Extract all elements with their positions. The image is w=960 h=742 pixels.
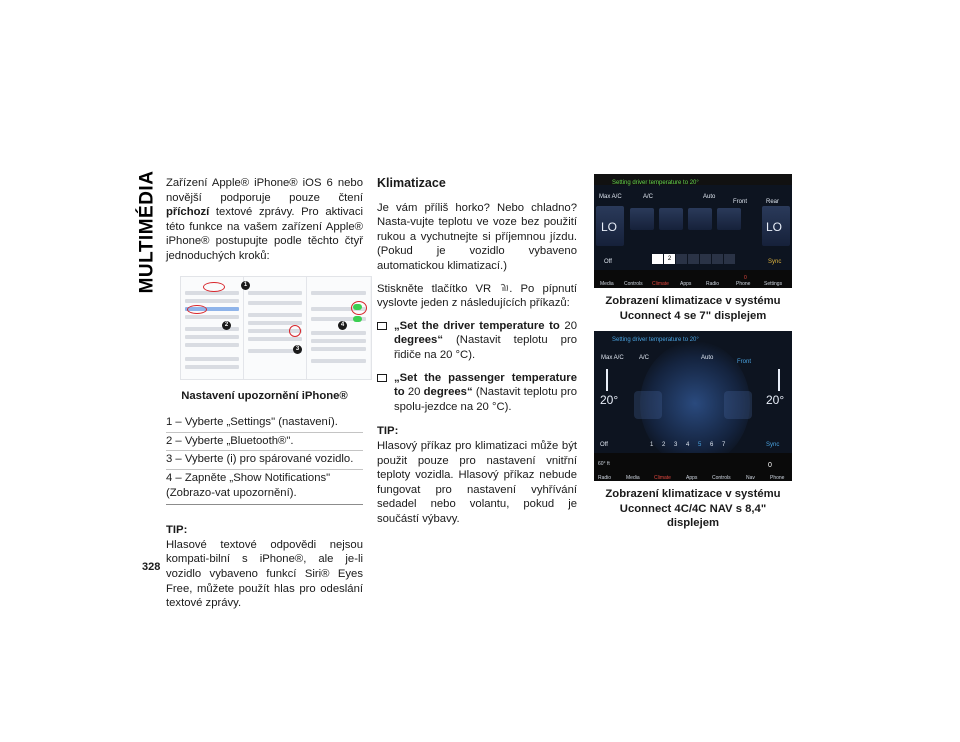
step-item: 2 – Vyberte „Bluetooth®". [166, 432, 363, 451]
tip-text: Hlasové textové odpovědi nejsou kompati-bilní s iPhone®, ale je-li vozidlo vybaveno funkcí Siri® Eyes Free, můžete použít hlas pro odeslání textové zprávy. [166, 538, 363, 610]
ac-button: A/C [639, 355, 650, 362]
fan-level: 7 [722, 442, 726, 449]
nav-settings: Settings [764, 281, 783, 287]
passenger-temp-value: 20° [766, 393, 785, 408]
command-bold: „Set the driver temperature to [394, 319, 565, 332]
fan-level: 4 [686, 442, 690, 449]
airflow-mode-icon [717, 208, 741, 230]
fan-off-label: Off [600, 442, 608, 449]
fan-off-label: Off [604, 259, 612, 265]
phone-screen-settings [181, 277, 244, 379]
figure-caption: Nastavení upozornění iPhone® [181, 389, 348, 402]
step-item: 3 – Vyberte (i) pro spárované vozidlo. [166, 450, 363, 469]
command-number: 20 [564, 319, 577, 332]
rear-defrost-button: Rear [766, 199, 780, 205]
command-bullet [377, 371, 577, 415]
toggle-icon [353, 304, 362, 310]
command-bold: degrees“ [394, 334, 443, 347]
steps-list [166, 414, 363, 505]
step-badge-4: 4 [338, 321, 347, 330]
command-number: 20 [407, 386, 421, 399]
driver-temp-bar [606, 369, 608, 391]
fan-level: 6 [710, 442, 714, 449]
auto-button: Auto [701, 355, 714, 362]
intro-text-part: textové zprávy. Pro aktivaci této funkce na vašem zařízení Apple® iPhone® postupujte podle těchto čtyř jednoduchých kroků: [166, 206, 363, 262]
nav-climate: Climate [652, 281, 669, 287]
fan-level: 2 [662, 442, 666, 449]
phone-signal-level: 0 [744, 275, 747, 281]
section-title: Klimatizace [377, 176, 446, 190]
bullet-checkbox-icon [377, 322, 387, 330]
nav-climate: Climate [654, 475, 671, 482]
screen1-caption: Zobrazení klimatizace v systému Uconnect 4 se 7" displejem [605, 295, 781, 322]
airflow-mode-icon [688, 208, 712, 230]
tip-text: Hlasový příkaz pro klimatizaci může být použit pouze pro nastavení vnitřní teploty vozidla. Hlasový příkaz nebude fungovat pro nastavení vyhřívání sedadel nebo volantu, pokud je součástí výbavy. [377, 439, 577, 525]
section-side-tab-label: MULTIMÉDIA [136, 170, 158, 294]
column-right [594, 174, 792, 531]
max-ac-button: Max A/C [601, 355, 624, 362]
fan-level-cell-active: 2 [664, 254, 675, 264]
nav-radio: Radio [598, 475, 612, 482]
command-translation: (Nastavit teplotu pro spolu-jezdce na 20 °C). [394, 386, 578, 413]
uconnect-84-climate-screen [594, 331, 792, 481]
fan-level: 1 [650, 442, 654, 449]
command-bold: „Set the passenger temperature to [394, 371, 577, 399]
nav-media: Media [626, 475, 640, 482]
fan-level-cell [724, 254, 735, 264]
airflow-mode-icon [659, 208, 683, 230]
step-item: 4 – Zapněte „Show Notifications" (Zobrazo-vat upozornění). [166, 469, 363, 502]
passenger-temp-bar [778, 369, 780, 391]
uconnect-7-climate-screen [594, 174, 792, 288]
airflow-mode-icon [724, 391, 752, 419]
driver-temp-value: 20° [600, 393, 619, 408]
step-item: 1 – Vyberte „Settings" (nastavení). [166, 416, 338, 429]
tip-label: TIP: [166, 524, 188, 537]
step-badge-3: 3 [293, 345, 302, 354]
nav-apps: Apps [686, 475, 698, 482]
bottom-nav-bar [594, 453, 792, 481]
front-defrost-button: Front [737, 359, 752, 366]
bottom-nav-bar [594, 270, 792, 288]
vr-instruction [377, 282, 577, 311]
fan-level-cell [700, 254, 711, 264]
column-middle [377, 176, 577, 526]
voice-recognition-icon [499, 283, 509, 293]
page-number: 328 [142, 561, 161, 573]
nav-phone: Phone [770, 475, 785, 482]
sync-label: Sync [766, 442, 780, 449]
toggle-icon [353, 316, 362, 322]
step-badge-2: 2 [222, 321, 231, 330]
nav-controls: Controls [712, 475, 731, 482]
fan-level: 3 [674, 442, 678, 449]
highlight-ring-info [289, 325, 301, 337]
intro-text-part: Zařízení Apple® iPhone® iOS 6 nebo novější podporuje pouze čtení [166, 177, 363, 204]
section-side-tab [136, 172, 158, 292]
nav-radio: Radio [706, 281, 720, 287]
outside-temp: 60° ft [598, 461, 610, 468]
fan-level-cell [712, 254, 723, 264]
nav-media: Media [600, 281, 614, 287]
intro-bold-word: příchozí [166, 206, 210, 219]
ac-button: A/C [643, 194, 654, 200]
driver-temp-value: LO [601, 220, 618, 234]
passenger-temp-value: LO [766, 220, 783, 234]
command-bold: degrees“ [423, 386, 473, 399]
column-left [166, 176, 363, 611]
fan-level-cell [652, 254, 663, 264]
airflow-mode-icon [630, 208, 654, 230]
screen2-caption: Zobrazení klimatizace v systému Uconnect 4C/4C NAV s 8,4" displejem [605, 488, 781, 530]
iphone-settings-figure [180, 276, 372, 380]
fan-level-cell [676, 254, 687, 264]
nav-apps: Apps [680, 281, 692, 287]
fan-level-cell [688, 254, 699, 264]
step-badge-1: 1 [241, 281, 250, 290]
vr-status-text: Setting driver temperature to 20° [612, 337, 699, 344]
tip-label: TIP: [377, 425, 399, 438]
max-ac-button: Max A/C [599, 194, 622, 200]
command-translation: (Nastavit teplotu pro řidiče na 20 °C). [394, 334, 577, 361]
nav-nav: Nav [746, 475, 755, 482]
auto-button: Auto [703, 194, 716, 200]
phone-signal-level: 0 [768, 462, 772, 470]
highlight-ring-bluetooth [187, 305, 207, 314]
airflow-mode-icon [634, 391, 662, 419]
nav-phone: Phone [736, 281, 751, 287]
front-defrost-button: Front [733, 199, 748, 205]
vr-status-text: Setting driver temperature to 20° [612, 180, 699, 186]
intro-paragraph [166, 176, 363, 264]
nav-controls: Controls [624, 281, 643, 287]
vr-text-part: Stiskněte tlačítko VR [377, 282, 500, 295]
intro-paragraph: Je vám příliš horko? Nebo chladno? Nasta-vujte teplotu ve voze bez použití rukou a vychutnejte si příjemnou jízdu. (Pokud je vozidlo vybaveno automatickou klimatizací.) [377, 201, 577, 272]
command-bullet [377, 319, 577, 363]
fan-level: 5 [698, 442, 702, 449]
highlight-ring-settings [203, 282, 225, 292]
vr-text-part: . Po pípnutí vyslovte jeden z následujících příkazů: [377, 282, 577, 310]
bullet-checkbox-icon [377, 374, 387, 382]
sync-label: Sync [768, 259, 782, 265]
